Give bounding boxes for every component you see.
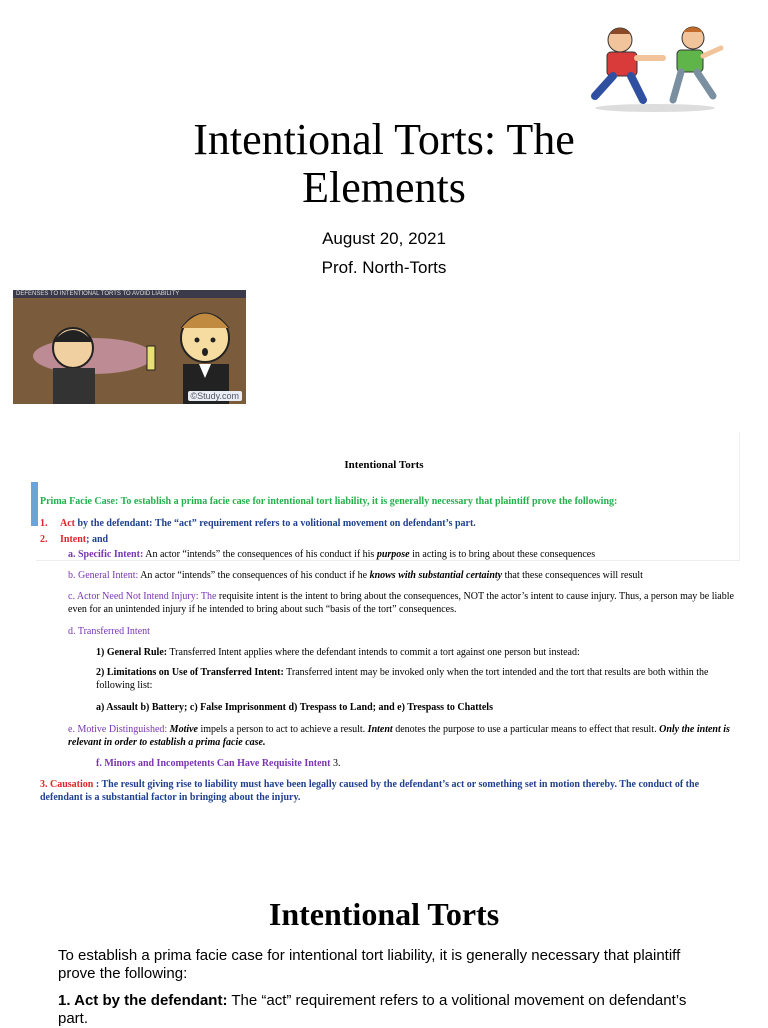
actor-need-not-intend (68, 590, 740, 616)
item-number: 2. (40, 534, 48, 545)
slide2-body: To establish a prima facie case for intentional tort liability, it is generally necessary that plaintiff prove the following: (58, 947, 681, 982)
document-heading: Intentional Torts (344, 459, 424, 471)
slide2-point1 (58, 992, 718, 1028)
point1-label: 1. Act by the defendant: (58, 992, 228, 1009)
act-text: by the defendant: The “act” requirement refers to a volitional movement on defendant’s part. (75, 518, 476, 529)
specific-intent-text-end: in acting is to bring about these consequences (409, 549, 596, 560)
slide-title (0, 116, 768, 212)
item-number: 1. (40, 518, 48, 529)
intent-label: Intent (60, 534, 87, 545)
tort-list: a) Assault b) Battery; c) False Imprisonment d) Trespass to Land; and e) Trespass to Chattels (96, 702, 493, 713)
intent-emphasis: Intent (367, 724, 393, 735)
general-intent-text-end: that these consequences will result (502, 570, 643, 581)
general-intent-emphasis: knows with substantial certainty (369, 570, 503, 581)
video-thumbnail[interactable] (13, 290, 246, 404)
causation (40, 778, 736, 804)
transferred-intent-heading: d. Transferred Intent (68, 626, 150, 637)
actor-label: c. Actor Need Not Intend Injury: The (68, 591, 217, 602)
limitations-label: 2) Limitations on Use of Transferred Intent: (96, 667, 284, 678)
element-act (40, 517, 740, 530)
limitations (96, 666, 738, 692)
causation-text: : The result giving rise to liability must have been legally caused by the defendant’s act or something set in motion thereby. The conduct of the defendant is a substantial factor in bringing about the injury. (40, 779, 700, 803)
general-rule (96, 646, 736, 659)
general-intent (68, 569, 748, 582)
motive-label: e. Motive Distinguished: (68, 724, 168, 735)
causation-label: 3. Causation (40, 779, 94, 790)
cartoon-illustration (585, 18, 727, 114)
act-label: Act (60, 518, 75, 529)
intent-text: ; and (86, 534, 109, 545)
point1-text: The “act” requirement refers to a volitional movement on defendant’s part. (58, 992, 687, 1027)
motive-emphasis: Motive (169, 724, 198, 735)
limitations-text: Transferred intent may be invoked only when the tort intended and the tort that results are both within the following list: (96, 667, 709, 691)
slide-date: August 20, 2021 (322, 229, 446, 248)
actor-text: requisite intent is the intent to bring about the consequences, NOT the actor’s intent to cause injury. Thus, a person may be liable even for an unintended injury if he intended to bring about such “basis of the tort” consequences. (68, 591, 734, 615)
thumbnail-banner: DEFENSES TO INTENTIONAL TORTS TO AVOID LIABILITY (13, 290, 246, 298)
prima-facie-text: Prima Facie Case: To establish a prima facie case for intentional tort liability, it is generally necessary that plaintiff prove the following: (40, 496, 618, 507)
specific-intent-emphasis: purpose (376, 549, 410, 560)
minors-tail: 3. (330, 758, 341, 769)
element-intent (40, 533, 740, 546)
minors-label: f. Minors and Incompetents Can Have Requisite Intent (96, 758, 331, 769)
accent-bar (31, 482, 38, 526)
specific-intent-text: An actor “intends” the consequences of his conduct if his (143, 549, 377, 560)
slide2-title: Intentional Torts (268, 896, 500, 932)
only-intent-note: Only the intent is relevant in order to establish a prima facie case. (68, 724, 730, 748)
specific-intent-label: a. Specific Intent: (68, 549, 144, 560)
study-logo: ©Study.com (188, 391, 242, 401)
thumbnail-illustration (13, 298, 246, 404)
motive-text-end: denotes the purpose to use a particular means to effect that result. (392, 724, 660, 735)
general-rule-text: Transferred Intent applies where the defendant intends to commit a tort against one person but instead: (167, 647, 580, 658)
motive-text: impels a person to act to achieve a result. (198, 724, 368, 735)
motive-distinguished (68, 723, 740, 749)
specific-intent (68, 548, 748, 561)
slide-title-line1: Intentional Torts: The (193, 115, 575, 164)
general-intent-text: An actor “intends” the consequences of his conduct if he (138, 570, 370, 581)
minors-incompetents (96, 757, 736, 770)
general-rule-label: 1) General Rule: (96, 647, 168, 658)
general-intent-label: b. General Intent: (68, 570, 139, 581)
slide-title-line2: Elements (302, 163, 466, 212)
slide-professor: Prof. North-Torts (321, 258, 447, 277)
